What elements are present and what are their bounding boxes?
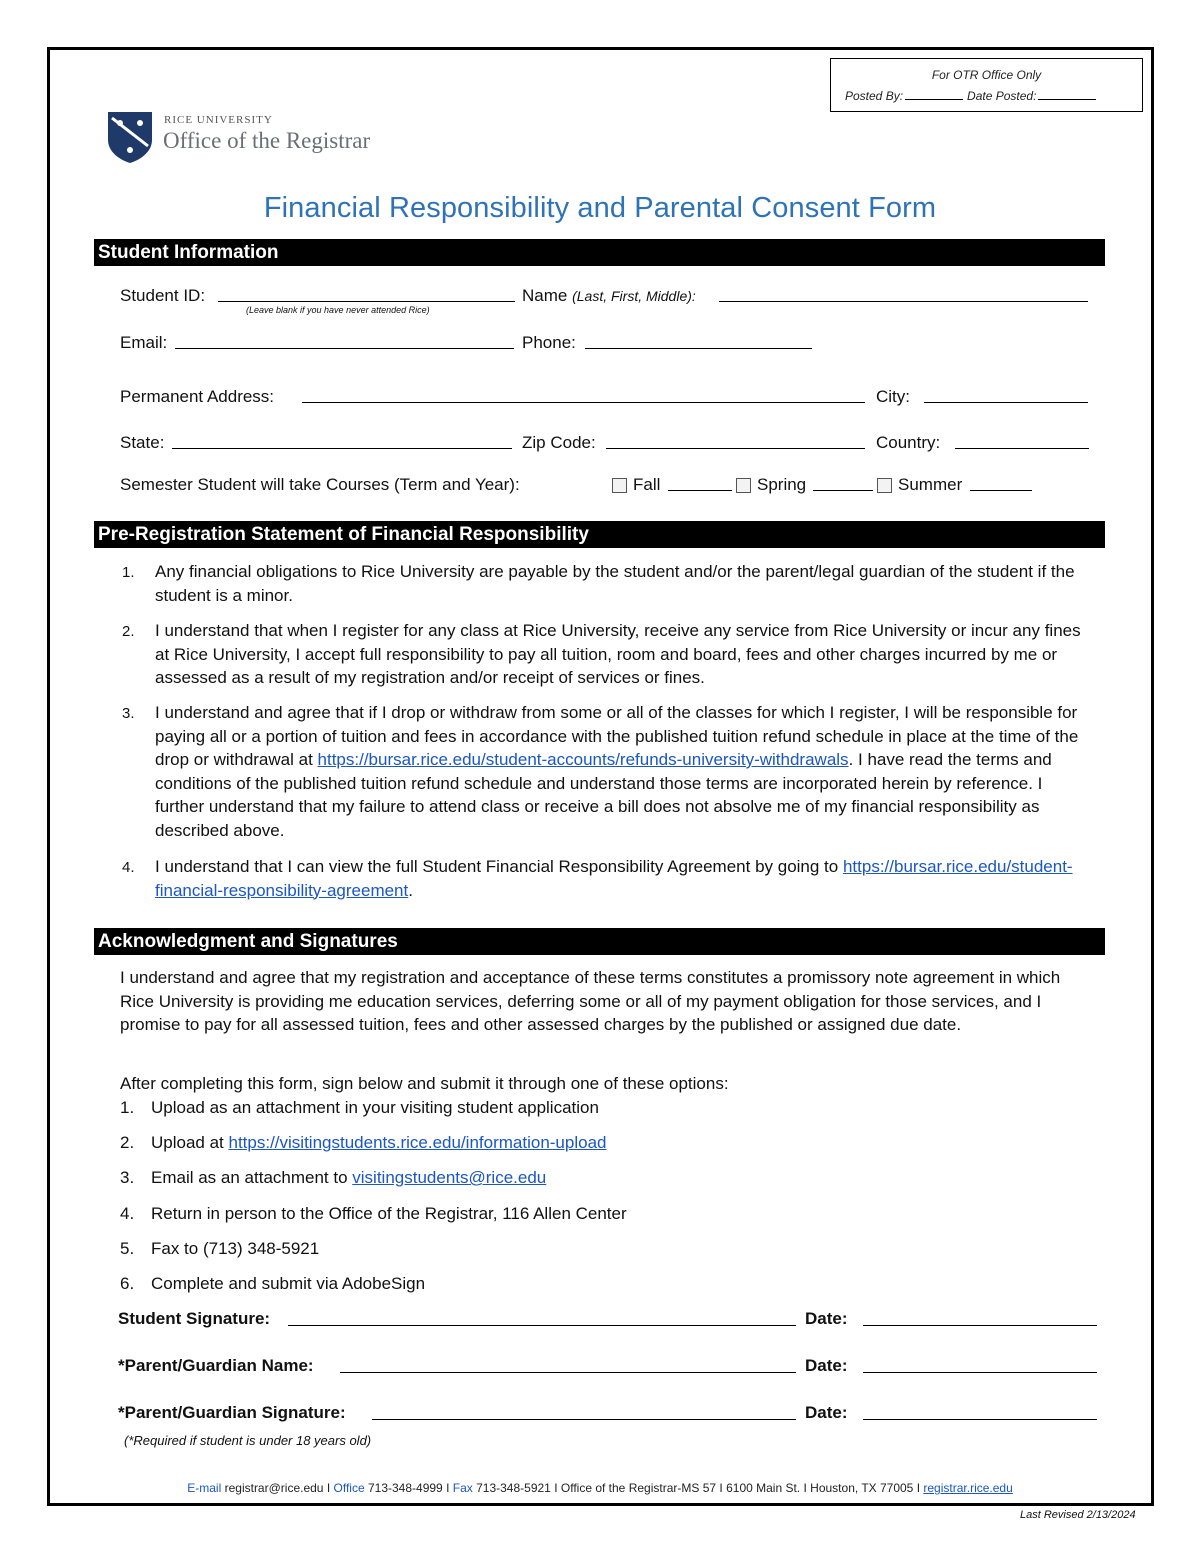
summer-checkbox[interactable] — [877, 478, 892, 493]
address-field[interactable] — [302, 402, 865, 403]
spring-year-field[interactable] — [813, 490, 873, 491]
information-upload-link[interactable]: https://visitingstudents.rice.edu/information-upload — [228, 1133, 607, 1152]
footer-fax-label: Fax — [452, 1481, 473, 1495]
parent-name-label: *Parent/Guardian Name: — [118, 1356, 314, 1375]
phone-field[interactable] — [585, 348, 812, 349]
otr-posted-line — [845, 89, 1100, 103]
section-student-information: Student Information — [94, 239, 1105, 266]
footer-separator: I — [326, 1481, 331, 1495]
address-label: Permanent Address: — [120, 387, 275, 406]
footer-street: 6100 Main St. — [726, 1481, 801, 1495]
footer-contact — [0, 1481, 1200, 1495]
fall-year-field[interactable] — [668, 490, 732, 491]
owl-shield-icon — [106, 110, 154, 164]
city-label: City: — [876, 387, 910, 406]
country-label: Country: — [876, 433, 941, 452]
fall-checkbox[interactable] — [612, 478, 627, 493]
state-label: State: — [120, 433, 165, 452]
zip-field[interactable] — [606, 448, 865, 449]
footer-city: Houston, TX 77005 — [810, 1481, 914, 1495]
name-hint: (Last, First, Middle): — [572, 288, 696, 304]
footer-separator: I — [719, 1481, 723, 1495]
statement-number: 1. — [122, 564, 135, 581]
date-posted-label: Date Posted: — [967, 89, 1037, 103]
footer-separator: I — [803, 1481, 807, 1495]
footer-separator: I — [446, 1481, 450, 1495]
statement-number: 4. — [122, 859, 135, 876]
statement-text-a: I understand that I can view the full Student Financial Responsibility Agreement by going to — [155, 857, 843, 876]
spring-label: Spring — [757, 475, 807, 494]
name-field[interactable] — [719, 301, 1088, 302]
student-id-hint: (Leave blank if you have never attended Rice) — [246, 305, 430, 315]
footer-mailstop: Office of the Registrar-MS 57 — [560, 1481, 717, 1495]
option-text — [151, 1131, 606, 1155]
name-label — [522, 286, 696, 306]
footer-fax: 713-348-5921 — [476, 1481, 551, 1495]
summer-label: Summer — [898, 475, 963, 494]
registrar-logo — [106, 108, 406, 164]
footer-separator: I — [916, 1481, 921, 1495]
refund-schedule-link[interactable]: https://bursar.rice.edu/student-accounts/refunds-university-withdrawals — [317, 750, 849, 769]
statement-text: Any financial obligations to Rice University are payable by the student and/or the parent/legal guardian of the student if the student is a minor. — [155, 562, 1075, 605]
summer-year-field[interactable] — [970, 490, 1032, 491]
option-number: 2. — [120, 1133, 135, 1152]
last-revised: Last Revised 2/13/2024 — [1020, 1509, 1136, 1521]
option-text: Complete and submit via AdobeSign — [151, 1274, 426, 1293]
financial-agreement-link[interactable]: https://bursar.rice.edu/student-financial-responsibility-agreement — [155, 857, 1073, 900]
footer-email: registrar@rice.edu — [224, 1481, 324, 1495]
required-note: (*Required if student is under 18 years old) — [124, 1433, 372, 1448]
section-acknowledgment: Acknowledgment and Signatures — [94, 928, 1105, 955]
ack-intro: After completing this form, sign below and submit it through one of these options: — [120, 1074, 729, 1093]
student-signature-label: Student Signature: — [118, 1309, 271, 1328]
footer-office: 713-348-4999 — [367, 1481, 443, 1495]
statement-text-b: . — [408, 880, 413, 900]
option-text — [151, 1166, 546, 1190]
option-text: Return in person to the Office of the Registrar, 116 Allen Center — [151, 1204, 627, 1223]
section-financial-statement: Pre-Registration Statement of Financial Responsibility — [94, 521, 1105, 548]
phone-label: Phone: — [522, 333, 576, 352]
option-text: Fax to (713) 348-5921 — [151, 1239, 320, 1258]
option-number: 3. — [120, 1168, 135, 1187]
statement-text: I understand that when I register for any class at Rice University, receive any service from Rice University or incur any fines at Rice University, I accept full responsibility to pay all tuition, room and board, fees and other charges incurred by me or assessed as a result of my registration and/or receipt of services or fines. — [155, 621, 1081, 687]
zip-label: Zip Code: — [522, 433, 596, 452]
posted-by-line — [905, 90, 963, 100]
footer-website-link[interactable]: registrar.rice.edu — [923, 1481, 1013, 1495]
parent-signature-date-label: Date: — [805, 1403, 848, 1422]
student-date-field[interactable] — [863, 1325, 1097, 1326]
email-field[interactable] — [175, 348, 514, 349]
student-signature-field[interactable] — [288, 1325, 796, 1326]
ack-paragraph: I understand and agree that my registration and acceptance of these terms constitutes a promissory note agreement in which Rice University is providing me education services, deferring some or all of my payment obligation for those services, and I promise to pay for all assessed tuition, fees and other assessed charges by the published or assigned due date. — [120, 968, 1061, 1034]
footer-separator: I — [554, 1481, 558, 1495]
country-field[interactable] — [955, 448, 1089, 449]
option-number: 1. — [120, 1098, 135, 1117]
statement-text — [155, 855, 1085, 902]
statement-number: 3. — [122, 705, 135, 722]
city-field[interactable] — [924, 402, 1088, 403]
option-number: 4. — [120, 1204, 135, 1223]
otr-office-box — [830, 58, 1143, 112]
otr-office-only-label: For OTR Office Only — [931, 68, 1042, 82]
option-number: 5. — [120, 1239, 135, 1258]
state-field[interactable] — [172, 448, 512, 449]
statement-text — [155, 701, 1085, 842]
student-date-label: Date: — [805, 1309, 848, 1328]
university-name: RICE UNIVERSITY — [164, 114, 273, 126]
student-id-field[interactable] — [218, 301, 515, 302]
option-text: Upload as an attachment in your visiting student application — [151, 1098, 599, 1117]
name-label-text: Name — [522, 286, 568, 305]
visiting-students-email-link[interactable]: visitingstudents@rice.edu — [352, 1168, 547, 1187]
parent-signature-field[interactable] — [372, 1419, 796, 1420]
student-id-label: Student ID: — [120, 286, 206, 305]
parent-signature-label: *Parent/Guardian Signature: — [118, 1403, 346, 1422]
statement-text-b: . I have read the terms and conditions of the published tuition refund schedule and understand those terms are incorporated herein by reference. I further understand that my failure to attend class or receive a bill does not absolve me of my financial responsibility as described above. — [155, 750, 1052, 840]
parent-name-date-label: Date: — [805, 1356, 848, 1375]
date-posted-line — [1038, 90, 1096, 100]
semester-label: Semester Student will take Courses (Term and Year): — [120, 475, 520, 494]
form-title: Financial Responsibility and Parental Consent Form — [263, 192, 937, 224]
parent-signature-date-field[interactable] — [863, 1419, 1097, 1420]
option-text-label: Email as an attachment to — [151, 1168, 353, 1187]
office-name: Office of the Registrar — [163, 128, 371, 153]
option-text-label: Upload at — [151, 1133, 229, 1152]
footer-email-label: E-mail — [187, 1481, 222, 1495]
parent-name-field[interactable] — [340, 1372, 796, 1373]
statement-number: 2. — [122, 623, 135, 640]
spring-checkbox[interactable] — [736, 478, 751, 493]
statement-text-a: I understand and agree that if I drop or withdraw from some or all of the classes for which I register, I will be responsible for paying all or a portion of tuition and fees in accordance with the published tuition refund schedule in place at the time of the drop or withdrawal at — [155, 703, 1079, 769]
footer-office-label: Office — [333, 1481, 365, 1495]
parent-name-date-field[interactable] — [863, 1372, 1097, 1373]
option-number: 6. — [120, 1274, 135, 1293]
posted-by-label: Posted By: — [845, 89, 904, 103]
email-label: Email: — [120, 333, 168, 352]
fall-label: Fall — [633, 475, 661, 494]
